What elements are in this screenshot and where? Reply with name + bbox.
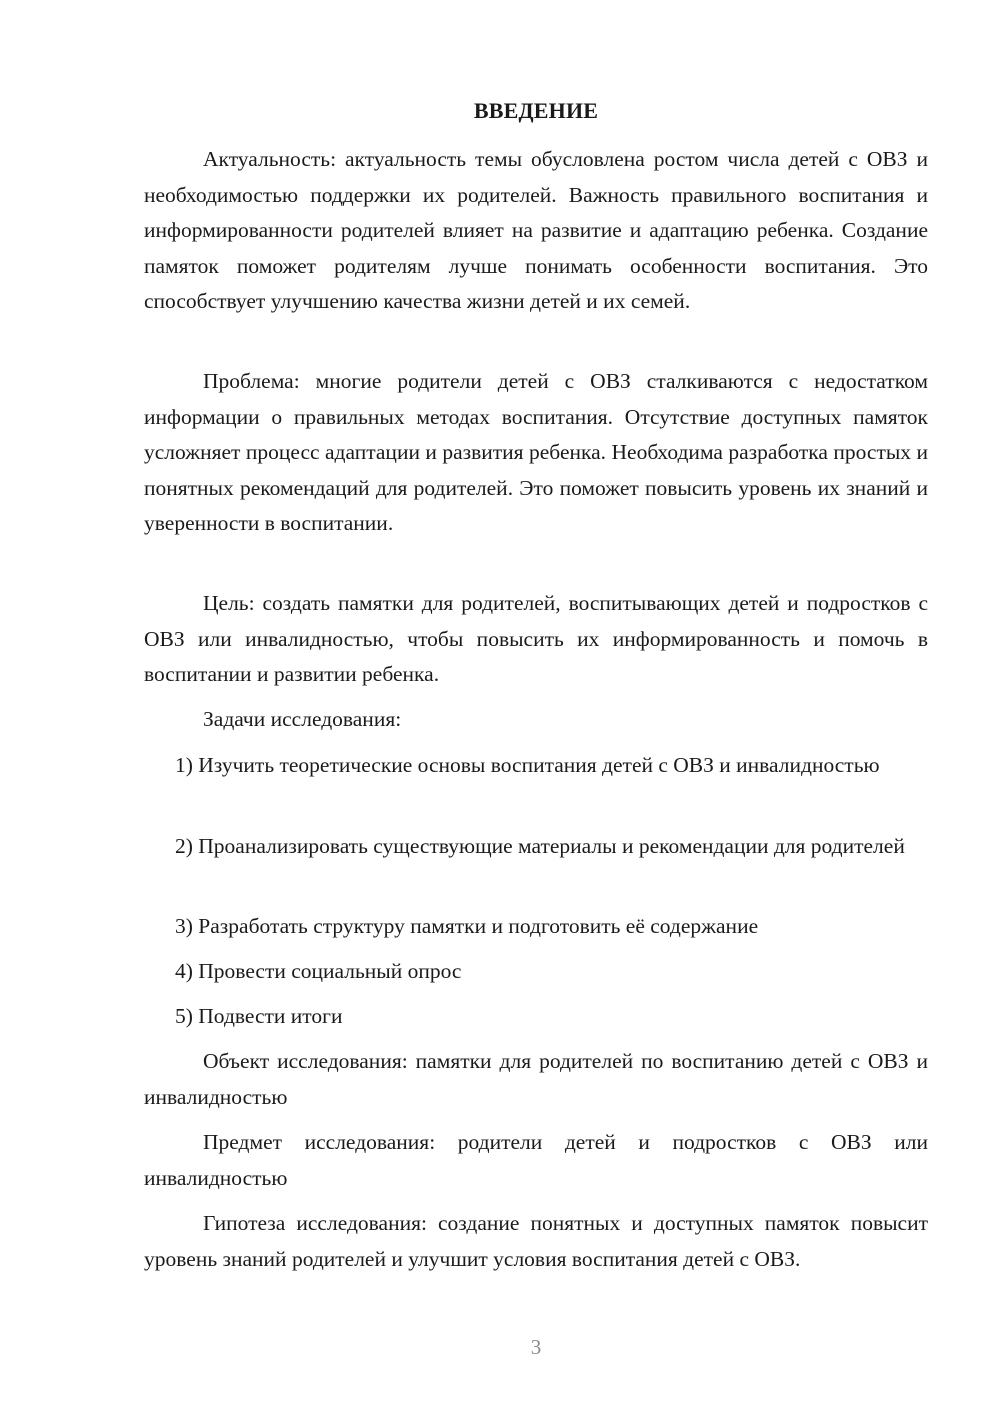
section-title: ВВЕДЕНИЕ (473, 98, 599, 123)
task-item-5: 5) Подвести итоги (175, 1004, 343, 1028)
page-number: 3 (530, 1335, 542, 1359)
tasks-heading: Задачи исследования: (203, 707, 402, 731)
task-item-2: 2) Проанализировать существующие материалы и рекомендации для родителей (175, 834, 905, 858)
paragraph-problem: Проблема: многие родители детей с ОВЗ сталкиваются с недостатком информации о правильных методах воспитания. Отсутствие доступных памяток усложняет процесс адаптации и развития ребенка. Необходима разработка простых и понятных рекомендаций для родителей. Это поможет повысить уровень их знаний и уверенности в воспитании. (144, 369, 928, 535)
paragraph-hypothesis: Гипотеза исследования: создание понятных и доступных памяток повысит уровень знаний родителей и улучшит условия воспитания детей с ОВЗ. (144, 1211, 928, 1271)
task-item-1: 1) Изучить теоретические основы воспитания детей с ОВЗ и инвалидностью (175, 753, 880, 777)
task-item-3: 3) Разработать структуру памятки и подготовить её содержание (175, 914, 759, 938)
paragraph-goal: Цель: создать памятки для родителей, воспитывающих детей и подростков с ОВЗ или инвалидностью, чтобы повысить их информированность и помочь в воспитании и развитии ребенка. (144, 591, 928, 686)
paragraph-subject: Предмет исследования: родители детей и подростков с ОВЗ или инвалидностью (144, 1130, 928, 1190)
paragraph-relevance: Актуальность: актуальность темы обусловлена ростом числа детей с ОВЗ и необходимостью поддержки их родителей. Важность правильного воспитания и информированности родителей влияет на развитие и адаптацию ребенка. Создание памяток поможет родителям лучше понимать особенности воспитания. Это способствует улучшению качества жизни детей и их семей. (144, 147, 928, 313)
task-item-4: 4) Провести социальный опрос (175, 959, 462, 983)
paragraph-object: Объект исследования: памятки для родителей по воспитанию детей с ОВЗ и инвалидностью (144, 1049, 928, 1109)
